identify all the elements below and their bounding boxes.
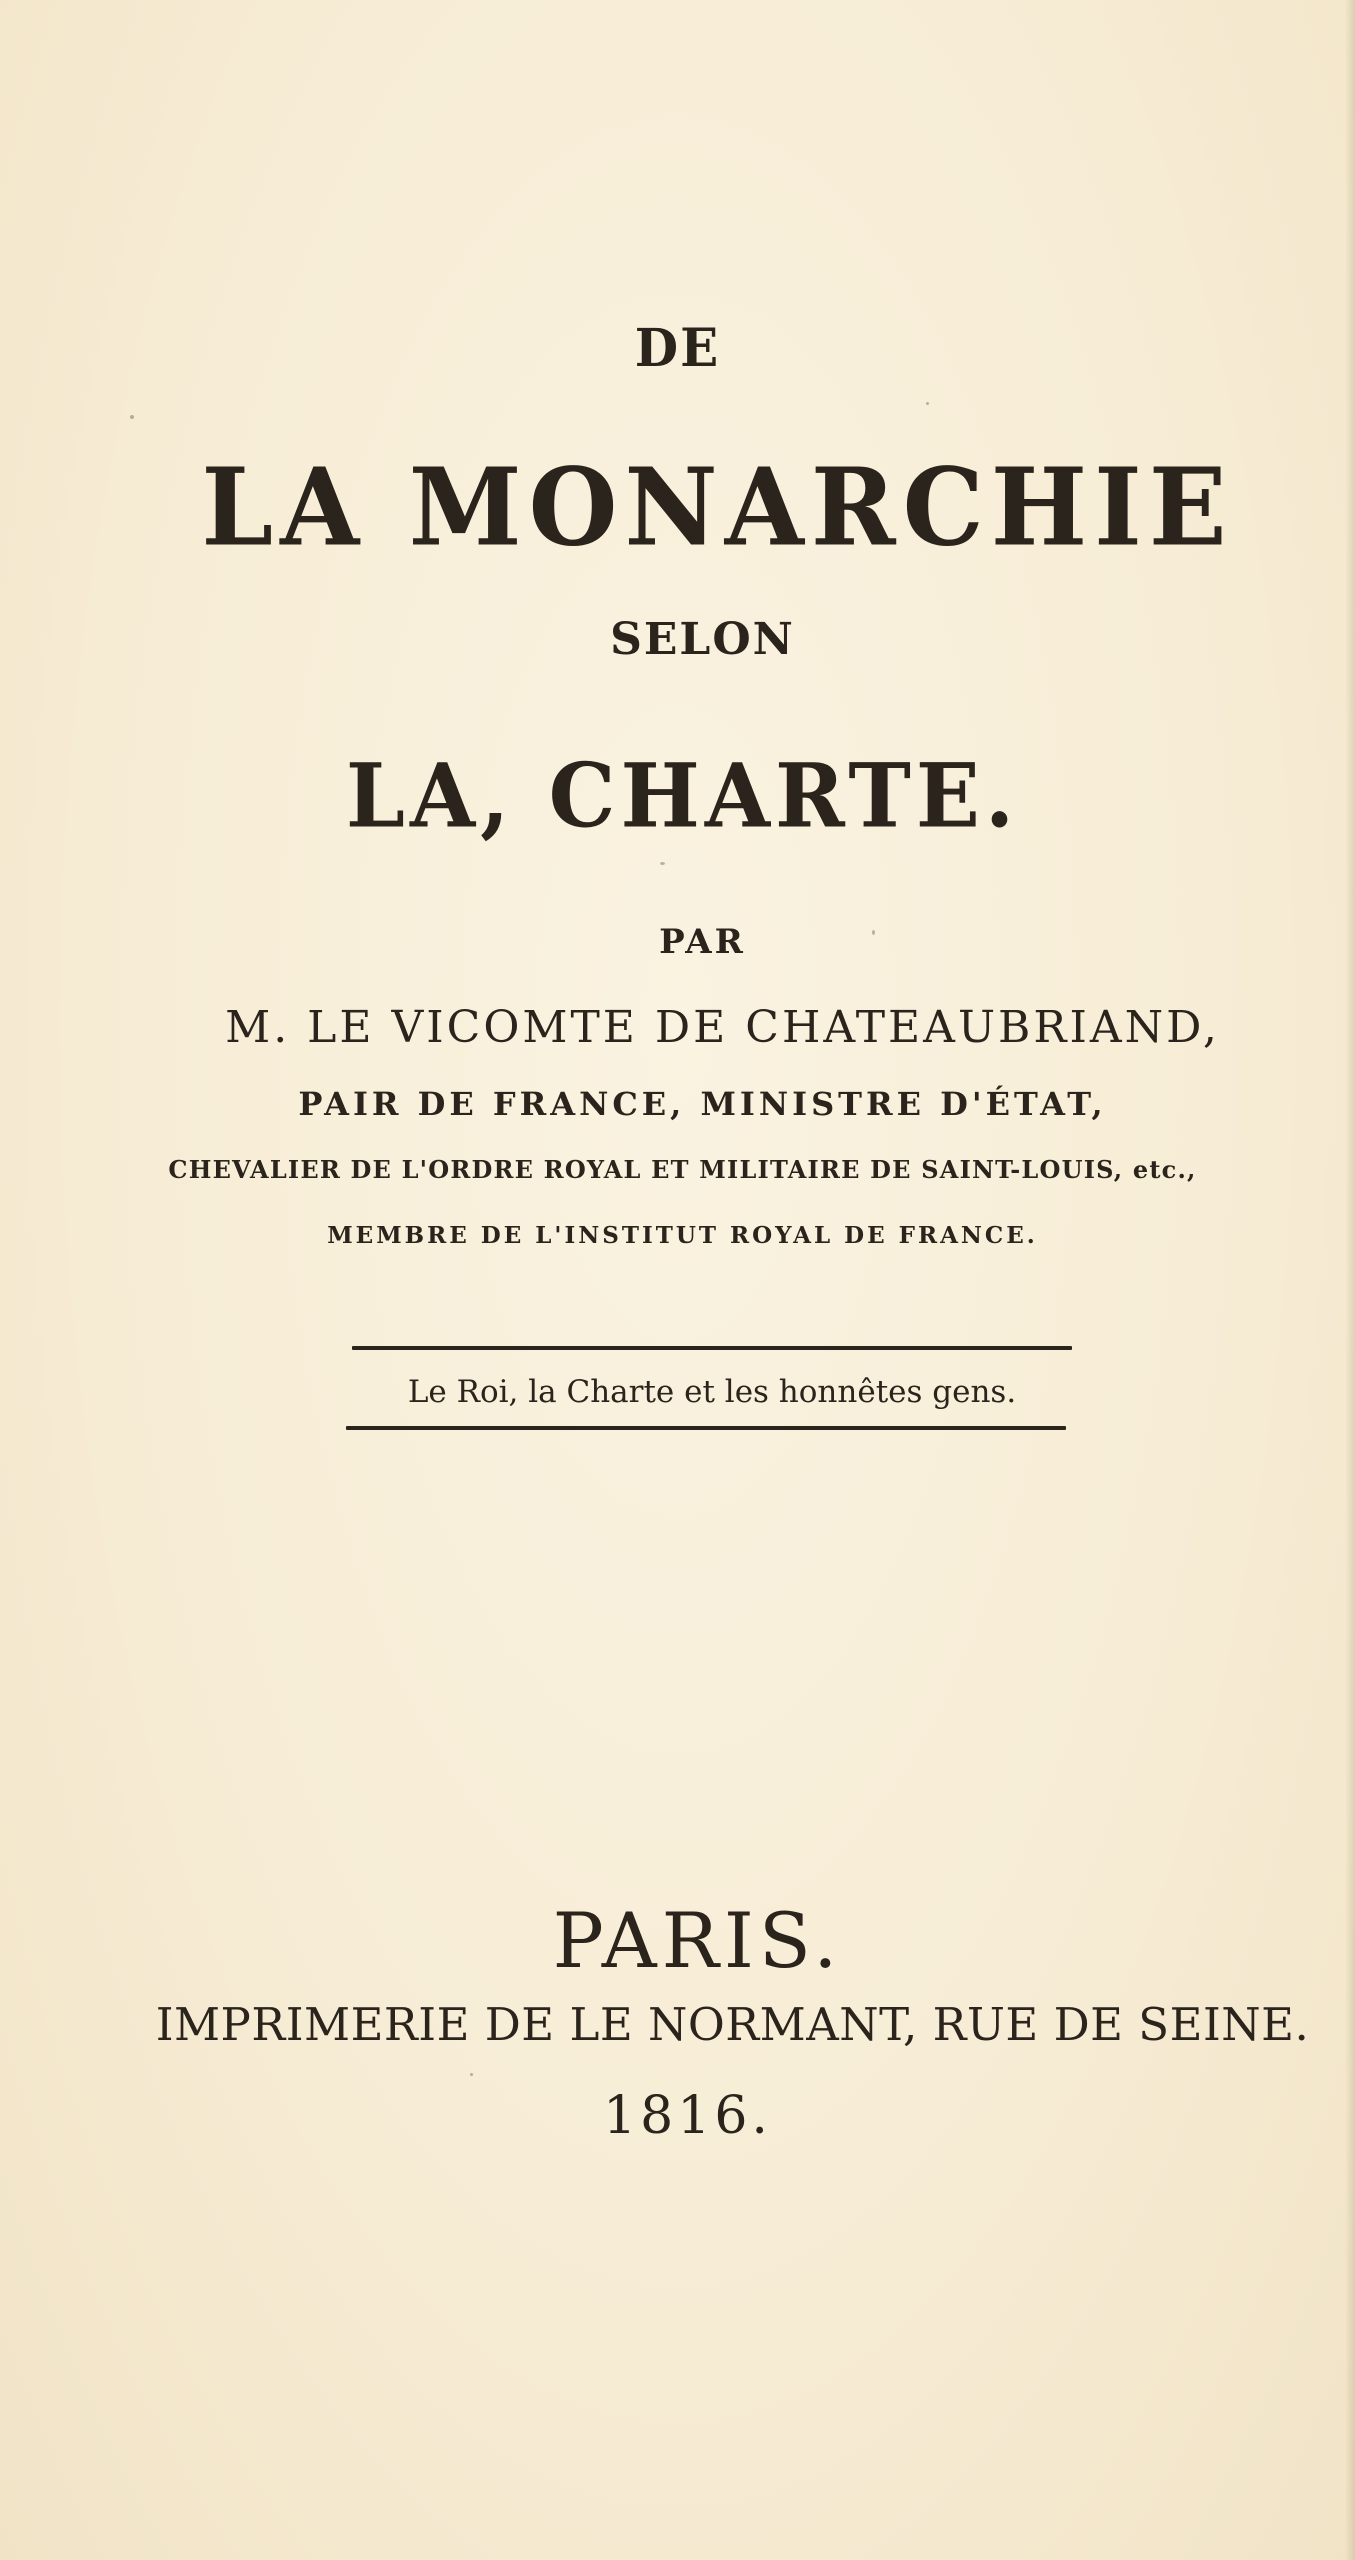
epigraph: Le Roi, la Charte et les honnêtes gens.	[407, 1374, 1017, 1410]
subtitle: LA, CHARTE.	[345, 743, 1020, 848]
paper-speck	[926, 402, 929, 405]
author-credential-1: PAIR DE FRANCE, MINISTRE D'ÉTAT,	[298, 1085, 1107, 1123]
imprint-printer: IMPRIMERIE DE LE NORMANT, RUE DE SEINE.	[155, 1998, 1310, 2051]
title-connector: SELON	[610, 614, 795, 665]
author-credential-2: CHEVALIER DE L'ORDRE ROYAL ET MILITAIRE DE SAINT-LOUIS, etc.,	[168, 1155, 1197, 1184]
by-line: PAR	[659, 922, 746, 962]
title-preposition: DE	[634, 316, 721, 379]
epigraph-rule-bottom	[346, 1426, 1066, 1430]
author-name: M. LE VICOMTE DE CHATEAUBRIAND,	[225, 1002, 1220, 1053]
author-credential-3: MEMBRE DE L'INSTITUT ROYAL DE FRANCE.	[327, 1222, 1038, 1249]
paper-speck	[660, 862, 665, 865]
imprint-year: 1816.	[603, 2086, 772, 2146]
paper-speck	[872, 930, 875, 935]
page-edge-shadow	[1345, 0, 1355, 2560]
paper-speck	[130, 415, 134, 419]
epigraph-rule-top	[352, 1346, 1072, 1350]
paper-speck	[470, 2073, 473, 2076]
main-title: LA MONARCHIE	[201, 445, 1234, 571]
imprint-city: PARIS.	[552, 1896, 843, 1985]
